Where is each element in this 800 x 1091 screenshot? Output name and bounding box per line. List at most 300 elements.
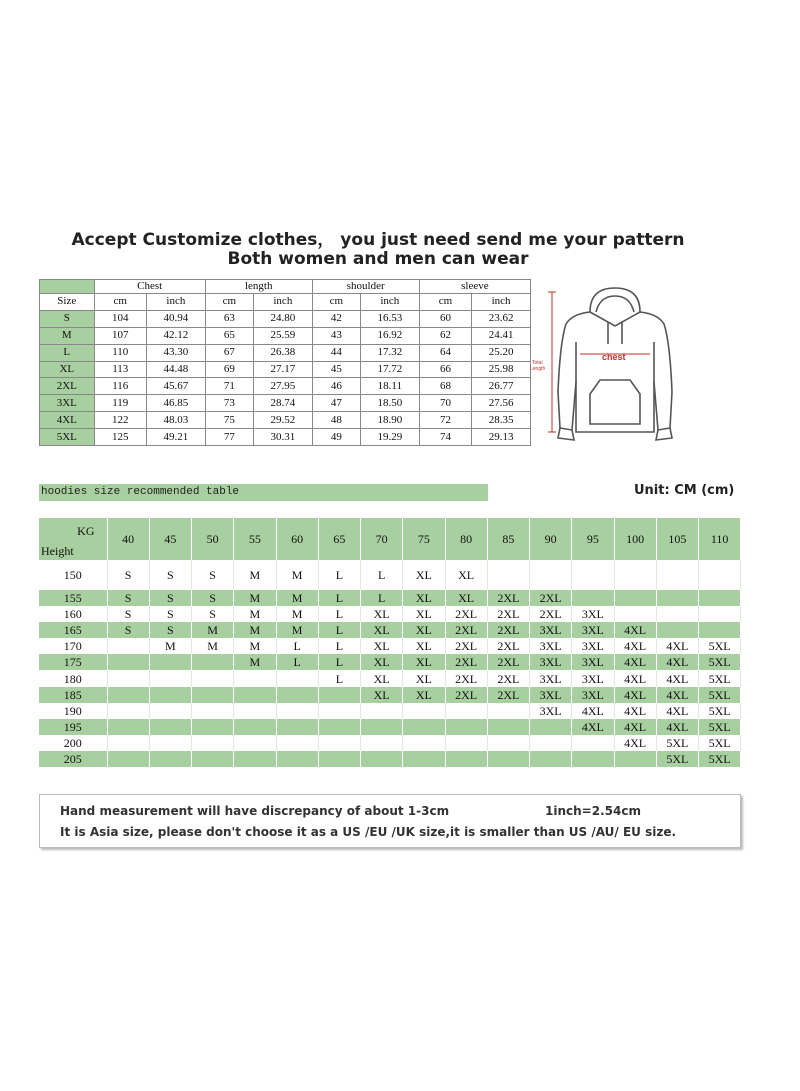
weight-header: 75 <box>403 518 445 560</box>
unit-inch: inch <box>253 294 312 311</box>
recommended-size-cell <box>403 751 445 767</box>
recommended-size-cell: S <box>192 590 234 606</box>
size-row <box>40 429 531 446</box>
recommended-size-cell <box>234 703 276 719</box>
unit-inch: inch <box>360 294 419 311</box>
recommend-size-table <box>39 518 741 767</box>
height-row <box>39 670 741 686</box>
size-row <box>40 412 531 429</box>
unit-cm: cm <box>312 294 360 311</box>
measure-cell: 17.32 <box>360 344 419 361</box>
measure-cell: 72 <box>419 412 471 429</box>
measure-cell: 42 <box>312 310 360 327</box>
recommended-size-cell: 3XL <box>530 654 572 670</box>
note-asia-size: It is Asia size, please don't choose it as a US /EU /UK size,it is smaller than US /AU/ EU size. <box>60 825 677 839</box>
recommended-size-cell: S <box>107 590 149 606</box>
recommended-size-cell <box>192 687 234 703</box>
recommended-size-cell: XL <box>403 622 445 638</box>
recommended-size-cell: 5XL <box>656 751 698 767</box>
weight-header: 110 <box>699 518 741 560</box>
recommended-size-cell: 3XL <box>530 703 572 719</box>
recommended-size-cell: M <box>234 560 276 590</box>
weight-header: 85 <box>487 518 529 560</box>
recommended-size-cell <box>107 703 149 719</box>
hoodie-icon <box>558 288 672 440</box>
measure-cell: 40.94 <box>147 310 206 327</box>
height-cell: 205 <box>39 751 107 767</box>
size-row <box>40 361 531 378</box>
size-row <box>40 327 531 344</box>
recommended-size-cell: 3XL <box>530 670 572 686</box>
group-sleeve: sleeve <box>419 280 530 294</box>
weight-header: 80 <box>445 518 487 560</box>
size-row <box>40 378 531 395</box>
recommended-size-cell <box>318 735 360 751</box>
measure-cell: 29.13 <box>472 429 531 446</box>
recommend-header-row <box>39 518 741 560</box>
recommended-size-cell <box>403 719 445 735</box>
measure-cell: 16.92 <box>360 327 419 344</box>
recommended-size-cell <box>656 622 698 638</box>
measure-cell: 43.30 <box>147 344 206 361</box>
recommended-size-cell: 5XL <box>699 654 741 670</box>
recommended-size-cell: L <box>318 590 360 606</box>
height-cell: 170 <box>39 638 107 654</box>
recommended-size-cell: 3XL <box>530 638 572 654</box>
recommended-size-cell <box>699 606 741 622</box>
recommended-size-cell: M <box>234 638 276 654</box>
measure-cell: 104 <box>94 310 146 327</box>
recommended-size-cell: 2XL <box>487 687 529 703</box>
height-row <box>39 751 741 767</box>
measure-cell: 27.56 <box>472 395 531 412</box>
recommended-size-cell <box>403 703 445 719</box>
measure-cell: 65 <box>205 327 253 344</box>
measure-cell: 69 <box>205 361 253 378</box>
height-row <box>39 606 741 622</box>
recommended-size-cell <box>487 560 529 590</box>
recommended-size-cell: 3XL <box>572 654 614 670</box>
recommended-size-cell: 4XL <box>614 687 656 703</box>
measure-cell: 43 <box>312 327 360 344</box>
chest-label: chest <box>602 352 626 362</box>
recommended-size-cell <box>149 670 191 686</box>
height-label: Height <box>41 544 74 558</box>
measure-cell: 16.53 <box>360 310 419 327</box>
recommended-size-cell: 4XL <box>656 638 698 654</box>
size-row <box>40 310 531 327</box>
recommended-size-cell: 4XL <box>614 719 656 735</box>
measure-cell: 74 <box>419 429 471 446</box>
recommended-size-cell: 2XL <box>445 606 487 622</box>
recommended-size-cell: 5XL <box>699 638 741 654</box>
recommended-size-cell: 2XL <box>487 590 529 606</box>
recommended-size-cell: XL <box>361 606 403 622</box>
recommended-size-cell <box>107 654 149 670</box>
recommended-size-cell: M <box>276 560 318 590</box>
height-row <box>39 560 741 590</box>
measure-cell: 48 <box>312 412 360 429</box>
length-label-1: Total <box>532 360 543 366</box>
measure-cell: 45 <box>312 361 360 378</box>
measure-cell: 68 <box>419 378 471 395</box>
notes-box <box>39 794 741 848</box>
recommended-size-cell: M <box>234 590 276 606</box>
recommended-size-cell <box>572 735 614 751</box>
height-cell: 160 <box>39 606 107 622</box>
recommended-size-cell: 4XL <box>656 703 698 719</box>
recommended-size-cell: 2XL <box>445 622 487 638</box>
weight-header: 55 <box>234 518 276 560</box>
recommended-size-cell: S <box>107 622 149 638</box>
recommended-size-cell <box>234 687 276 703</box>
weight-header: 45 <box>149 518 191 560</box>
measure-cell: 71 <box>205 378 253 395</box>
measure-cell: 24.41 <box>472 327 531 344</box>
recommended-size-cell <box>192 751 234 767</box>
recommended-size-cell: M <box>276 606 318 622</box>
measure-cell: 27.17 <box>253 361 312 378</box>
recommended-size-cell: 5XL <box>699 751 741 767</box>
recommended-size-cell: XL <box>361 670 403 686</box>
recommended-size-cell: 5XL <box>656 735 698 751</box>
recommended-size-cell: 2XL <box>487 638 529 654</box>
measure-cell: 25.59 <box>253 327 312 344</box>
measure-cell: 66 <box>419 361 471 378</box>
measure-cell: 19.29 <box>360 429 419 446</box>
header-line-1: Accept Customize clothes， you just need send me your pattern <box>71 230 685 250</box>
recommended-size-cell: L <box>276 638 318 654</box>
recommended-size-cell: L <box>318 560 360 590</box>
weight-header: 40 <box>107 518 149 560</box>
recommended-size-cell <box>276 703 318 719</box>
recommended-size-cell <box>234 735 276 751</box>
recommended-size-cell: 4XL <box>656 670 698 686</box>
measure-cell: 125 <box>94 429 146 446</box>
recommended-size-cell: 2XL <box>487 606 529 622</box>
recommended-size-cell: 3XL <box>530 687 572 703</box>
unit-label: Unit: CM (cm) <box>634 483 735 498</box>
measure-cell: 60 <box>419 310 471 327</box>
recommended-size-cell: L <box>318 670 360 686</box>
recommended-size-cell: 2XL <box>445 687 487 703</box>
height-cell: 180 <box>39 670 107 686</box>
measure-cell: 45.67 <box>147 378 206 395</box>
recommended-size-cell <box>530 751 572 767</box>
recommended-size-cell <box>487 751 529 767</box>
recommended-size-cell <box>487 735 529 751</box>
recommended-size-cell <box>192 654 234 670</box>
header-line-2: Both women and men can wear <box>227 249 529 269</box>
recommended-size-cell <box>149 654 191 670</box>
recommended-size-cell <box>192 735 234 751</box>
recommended-size-cell: XL <box>403 687 445 703</box>
recommended-size-cell <box>276 735 318 751</box>
recommended-size-cell: 5XL <box>699 735 741 751</box>
recommend-title: hoodies size recommended table <box>41 486 240 498</box>
recommended-size-cell <box>192 719 234 735</box>
recommended-size-cell: 4XL <box>614 654 656 670</box>
recommended-size-cell <box>107 687 149 703</box>
height-cell: 195 <box>39 719 107 735</box>
recommended-size-cell: XL <box>403 590 445 606</box>
weight-header: 95 <box>572 518 614 560</box>
recommended-size-cell: 5XL <box>699 719 741 735</box>
recommended-size-cell: XL <box>403 638 445 654</box>
weight-header: 70 <box>361 518 403 560</box>
recommended-size-cell: XL <box>361 654 403 670</box>
measure-cell: 30.31 <box>253 429 312 446</box>
recommended-size-cell <box>318 719 360 735</box>
height-row <box>39 654 741 670</box>
recommended-size-cell: 4XL <box>614 622 656 638</box>
recommended-size-cell <box>107 735 149 751</box>
recommended-size-cell: L <box>361 590 403 606</box>
recommended-size-cell <box>699 622 741 638</box>
recommended-size-cell <box>276 687 318 703</box>
recommended-size-cell: XL <box>361 638 403 654</box>
size-cell: 4XL <box>40 412 95 429</box>
recommended-size-cell <box>699 590 741 606</box>
recommended-size-cell <box>276 670 318 686</box>
recommended-size-cell: 4XL <box>614 703 656 719</box>
recommended-size-cell: 3XL <box>572 638 614 654</box>
measure-cell: 113 <box>94 361 146 378</box>
recommended-size-cell <box>318 687 360 703</box>
measure-cell: 26.38 <box>253 344 312 361</box>
height-cell: 165 <box>39 622 107 638</box>
recommended-size-cell <box>318 703 360 719</box>
recommended-size-cell <box>530 719 572 735</box>
height-cell: 175 <box>39 654 107 670</box>
height-row <box>39 735 741 751</box>
kg-label: KG <box>77 524 95 538</box>
recommended-size-cell: 4XL <box>614 638 656 654</box>
recommended-size-cell: XL <box>361 687 403 703</box>
measure-cell: 18.11 <box>360 378 419 395</box>
recommended-size-cell <box>149 735 191 751</box>
measure-cell: 46.85 <box>147 395 206 412</box>
size-row <box>40 395 531 412</box>
recommended-size-cell <box>149 751 191 767</box>
recommended-size-cell: 5XL <box>699 670 741 686</box>
recommended-size-cell: XL <box>361 622 403 638</box>
height-row <box>39 687 741 703</box>
recommended-size-cell: 5XL <box>699 687 741 703</box>
recommended-size-cell: L <box>318 638 360 654</box>
recommended-size-cell <box>107 670 149 686</box>
height-cell: 185 <box>39 687 107 703</box>
recommended-size-cell <box>487 703 529 719</box>
size-measurement-table <box>39 279 531 446</box>
measure-cell: 29.52 <box>253 412 312 429</box>
recommended-size-cell <box>107 638 149 654</box>
weight-header: 60 <box>276 518 318 560</box>
recommended-size-cell <box>361 703 403 719</box>
measurement-arrows-icon <box>548 292 650 432</box>
measure-cell: 63 <box>205 310 253 327</box>
recommended-size-cell <box>107 719 149 735</box>
weight-header: 105 <box>656 518 698 560</box>
height-cell: 190 <box>39 703 107 719</box>
height-row <box>39 590 741 606</box>
measure-cell: 49 <box>312 429 360 446</box>
size-cell: S <box>40 310 95 327</box>
measure-cell: 18.90 <box>360 412 419 429</box>
recommended-size-cell: 2XL <box>445 638 487 654</box>
recommended-size-cell: M <box>234 654 276 670</box>
size-table-group-row <box>40 280 531 294</box>
recommended-size-cell: S <box>192 560 234 590</box>
measure-cell: 122 <box>94 412 146 429</box>
recommended-size-cell: M <box>192 622 234 638</box>
recommended-size-cell: M <box>234 622 276 638</box>
measure-cell: 23.62 <box>472 310 531 327</box>
recommended-size-cell <box>149 687 191 703</box>
recommended-size-cell <box>445 751 487 767</box>
recommended-size-cell <box>530 735 572 751</box>
measure-cell: 18.50 <box>360 395 419 412</box>
unit-cm: cm <box>94 294 146 311</box>
recommended-size-cell: 3XL <box>572 670 614 686</box>
recommended-size-cell <box>361 751 403 767</box>
recommended-size-cell: 2XL <box>487 622 529 638</box>
recommended-size-cell: 4XL <box>656 719 698 735</box>
recommended-size-cell: S <box>149 560 191 590</box>
unit-cm: cm <box>205 294 253 311</box>
recommended-size-cell: 2XL <box>487 670 529 686</box>
recommended-size-cell: 3XL <box>530 622 572 638</box>
size-cell: L <box>40 344 95 361</box>
size-cell: 3XL <box>40 395 95 412</box>
measure-cell: 47 <box>312 395 360 412</box>
recommended-size-cell <box>614 560 656 590</box>
recommended-size-cell: 4XL <box>614 670 656 686</box>
recommended-size-cell: M <box>234 606 276 622</box>
recommended-size-cell <box>487 719 529 735</box>
recommended-size-cell: L <box>318 622 360 638</box>
recommended-size-cell: 5XL <box>699 703 741 719</box>
weight-header: 100 <box>614 518 656 560</box>
size-cell: 5XL <box>40 429 95 446</box>
measure-cell: 44.48 <box>147 361 206 378</box>
size-cell: 2XL <box>40 378 95 395</box>
recommended-size-cell: M <box>149 638 191 654</box>
recommended-size-cell: XL <box>445 560 487 590</box>
measure-cell: 27.95 <box>253 378 312 395</box>
measure-cell: 70 <box>419 395 471 412</box>
recommended-size-cell <box>234 751 276 767</box>
recommended-size-cell <box>656 606 698 622</box>
measure-cell: 77 <box>205 429 253 446</box>
measure-cell: 49.21 <box>147 429 206 446</box>
height-cell: 200 <box>39 735 107 751</box>
recommended-size-cell: XL <box>403 560 445 590</box>
unit-inch: inch <box>147 294 206 311</box>
hoodie-diagram <box>530 282 700 442</box>
measure-cell: 24.80 <box>253 310 312 327</box>
recommended-size-cell: 2XL <box>445 670 487 686</box>
size-table-corner <box>40 280 95 294</box>
recommended-size-cell <box>192 670 234 686</box>
recommended-size-cell <box>572 590 614 606</box>
recommended-size-cell: 4XL <box>656 654 698 670</box>
height-cell: 155 <box>39 590 107 606</box>
recommended-size-cell <box>614 606 656 622</box>
recommended-size-cell: M <box>192 638 234 654</box>
group-shoulder: shoulder <box>312 280 419 294</box>
recommended-size-cell: L <box>318 606 360 622</box>
size-row <box>40 344 531 361</box>
recommended-size-cell <box>656 560 698 590</box>
measure-cell: 107 <box>94 327 146 344</box>
group-chest: Chest <box>94 280 205 294</box>
recommended-size-cell <box>234 719 276 735</box>
recommended-size-cell: S <box>107 606 149 622</box>
measure-cell: 48.03 <box>147 412 206 429</box>
weight-header: 50 <box>192 518 234 560</box>
size-cell: M <box>40 327 95 344</box>
note-discrepancy: Hand measurement will have discrepancy of about 1-3cm <box>60 804 450 818</box>
recommended-size-cell <box>699 560 741 590</box>
recommended-size-cell: XL <box>403 606 445 622</box>
recommended-size-cell <box>276 719 318 735</box>
recommended-size-cell: 2XL <box>487 654 529 670</box>
recommended-size-cell: 2XL <box>530 590 572 606</box>
size-cell: XL <box>40 361 95 378</box>
height-row <box>39 638 741 654</box>
recommended-size-cell: 2XL <box>530 606 572 622</box>
measure-cell: 116 <box>94 378 146 395</box>
recommended-size-cell: XL <box>445 590 487 606</box>
height-cell: 150 <box>39 560 107 590</box>
recommended-size-cell <box>403 735 445 751</box>
recommended-size-cell: XL <box>403 670 445 686</box>
recommended-size-cell <box>107 751 149 767</box>
recommended-size-cell <box>192 703 234 719</box>
recommended-size-cell: M <box>276 622 318 638</box>
recommended-size-cell: 4XL <box>656 687 698 703</box>
recommended-size-cell <box>445 703 487 719</box>
recommended-size-cell: 4XL <box>572 703 614 719</box>
recommended-size-cell <box>656 590 698 606</box>
recommended-size-cell: L <box>318 654 360 670</box>
recommended-size-cell <box>149 703 191 719</box>
recommended-size-cell <box>361 719 403 735</box>
recommended-size-cell <box>149 719 191 735</box>
measure-cell: 28.74 <box>253 395 312 412</box>
measure-cell: 42.12 <box>147 327 206 344</box>
kg-height-corner <box>39 518 107 560</box>
measure-cell: 44 <box>312 344 360 361</box>
weight-header: 90 <box>530 518 572 560</box>
height-row <box>39 719 741 735</box>
measure-cell: 64 <box>419 344 471 361</box>
recommended-size-cell <box>445 719 487 735</box>
recommended-size-cell <box>318 751 360 767</box>
recommended-size-cell: S <box>149 606 191 622</box>
recommended-size-cell: XL <box>403 654 445 670</box>
recommended-size-cell <box>572 751 614 767</box>
weight-header: 65 <box>318 518 360 560</box>
note-inch-conversion: 1inch=2.54cm <box>545 804 641 818</box>
recommended-size-cell <box>614 590 656 606</box>
recommended-size-cell: S <box>149 622 191 638</box>
measure-cell: 75 <box>205 412 253 429</box>
recommended-size-cell <box>445 735 487 751</box>
unit-cm: cm <box>419 294 471 311</box>
height-row <box>39 703 741 719</box>
